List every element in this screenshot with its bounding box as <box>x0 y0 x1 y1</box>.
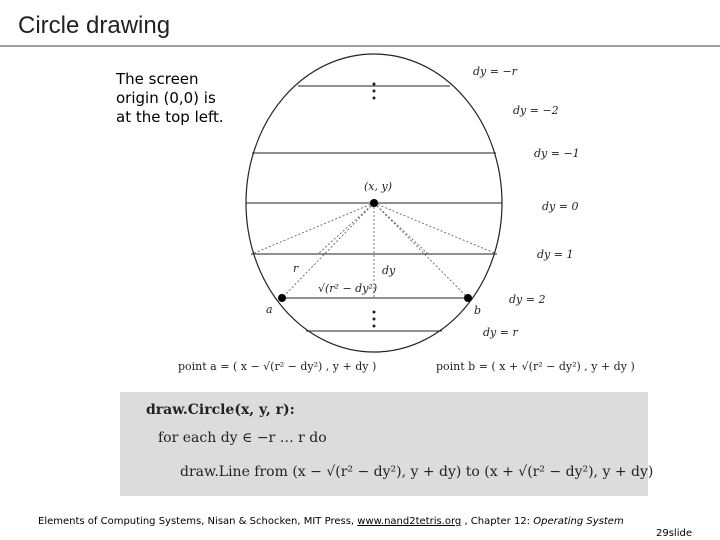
radius-label: r <box>293 262 299 275</box>
ellipsis-dot <box>373 325 376 328</box>
dy-value-label: dy = 2 <box>509 293 546 306</box>
dy-value-label: dy = −1 <box>534 147 580 160</box>
origin-note: The screen origin (0,0) is at the top left. <box>116 70 224 126</box>
pseudocode-line-2: for each dy ∈ −r … r do <box>158 430 327 446</box>
sqrt-label: √(r² − dy²) <box>318 282 378 295</box>
ellipsis-dot <box>373 97 376 100</box>
slide-number: 29slide <box>656 528 692 539</box>
dy-value-label: dy = r <box>483 326 518 339</box>
radial-line <box>374 203 468 298</box>
dy-value-label: dy = 0 <box>542 200 579 213</box>
radial-line <box>318 203 374 254</box>
dy-value-label: dy = −r <box>473 65 517 78</box>
point-b <box>464 294 472 302</box>
center-label: (x, y) <box>364 180 392 193</box>
footer-link[interactable]: www.nand2tetris.org <box>357 516 462 527</box>
ellipsis-dot <box>373 311 376 314</box>
radial-line <box>374 203 497 254</box>
point-a <box>278 294 286 302</box>
dy-value-label: dy = 1 <box>537 248 574 261</box>
point-b-formula: point b = ( x + √(r² − dy²) , y + dy ) <box>436 360 635 373</box>
ellipsis-dot <box>373 318 376 321</box>
dy-label: dy <box>382 264 396 277</box>
point-b-label: b <box>474 304 482 317</box>
radial-line <box>374 203 428 254</box>
ellipsis-dot <box>373 90 376 93</box>
pseudocode-line-1: draw.Circle(x, y, r): <box>146 402 295 418</box>
slide-title: Circle drawing <box>18 12 171 39</box>
center-point <box>370 199 378 207</box>
dy-value-label: dy = −2 <box>513 104 559 117</box>
footer-citation: Elements of Computing Systems, Nisan & Schocken, MIT Press, www.nand2tetris.org , Chapter 12: Operating System <box>38 516 624 527</box>
pseudocode-line-3: draw.Line from (x − √(r² − dy²), y + dy) to (x + √(r² − dy²), y + dy) <box>180 464 654 480</box>
point-a-label: a <box>266 303 273 316</box>
point-a-formula: point a = ( x − √(r² − dy²) , y + dy ) <box>178 360 377 373</box>
radial-line <box>252 203 374 254</box>
ellipsis-dot <box>373 83 376 86</box>
